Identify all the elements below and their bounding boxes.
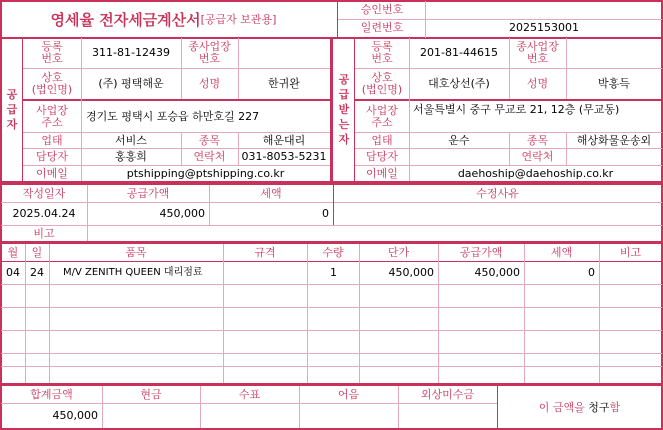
bill-label: 어음 xyxy=(337,387,360,401)
col-qty: 수량 xyxy=(322,245,344,259)
supplier-manager-label: 담당자 xyxy=(36,150,68,163)
serial-no-value: 2025153001 xyxy=(509,21,579,34)
invoice-title xyxy=(1,1,326,37)
supplier-biz-item-label: 종목 xyxy=(198,133,221,147)
supplier-side-label: 공 급 자 xyxy=(6,88,18,131)
row-month: 04 xyxy=(6,266,20,279)
buyer-name: 대호상선(주) xyxy=(428,76,490,90)
buyer-contact xyxy=(566,149,662,165)
supplier-biz-type: 서비스 xyxy=(115,133,147,147)
buyer-biz-type-label: 업태 xyxy=(371,133,393,147)
supplier-biz-item: 해운대리 xyxy=(262,133,306,147)
issue-date: 2025.04.24 xyxy=(12,207,76,220)
approval-no-label: 승인번호 xyxy=(360,3,404,16)
check-label: 수표 xyxy=(238,387,261,401)
revision-reason xyxy=(333,203,662,225)
claim-pre: 이 금액을 xyxy=(538,401,585,414)
supply-amount-total: 450,000 xyxy=(159,207,205,220)
approval-no-value xyxy=(426,1,662,19)
claim-post: 함 xyxy=(609,401,621,414)
row-supply: 450,000 xyxy=(474,266,520,279)
total-amount-label: 합계금액 xyxy=(30,387,73,401)
buyer-branch-no xyxy=(566,38,662,68)
invoice-title-main: 영세율 전자세금계산서 xyxy=(50,10,201,29)
claim-word: 청구 xyxy=(588,401,610,414)
supplier-biz-type-label: 업태 xyxy=(41,133,63,147)
row-tax: 0 xyxy=(588,266,595,279)
total-amount: 450,000 xyxy=(52,409,98,422)
supplier-ceo: 한귀완 xyxy=(268,76,300,90)
supplier-ceo-label: 성명 xyxy=(198,76,221,90)
supplier-address: 경기도 평택시 포승읍 하만호길 227 xyxy=(86,109,260,123)
buyer-side-label: 공 급 받 는 자 xyxy=(338,73,350,146)
col-note: 비고 xyxy=(619,245,642,259)
buyer-biz-item: 해상화물운송외 xyxy=(576,133,652,147)
note-label: 비고 xyxy=(33,226,55,240)
buyer-reg-no-label: 등록 번호 xyxy=(371,40,393,65)
buyer-contact-label: 연락처 xyxy=(521,150,554,163)
buyer-address: 서울특별시 중구 무교로 21, 12층 (무교동) xyxy=(413,103,620,116)
serial-no-label: 일련번호 xyxy=(360,21,404,34)
tax-amount-total: 0 xyxy=(322,207,329,220)
supplier-email: ptshipping@ptshipping.co.kr xyxy=(126,166,285,180)
supplier-reg-no-label: 등록 번호 xyxy=(41,40,63,65)
credit-amount xyxy=(398,404,497,428)
col-day: 일 xyxy=(31,245,43,259)
invoice-title-sub: [공급자 보관용] xyxy=(200,13,277,26)
buyer-branch-label: 종사업장 번호 xyxy=(516,40,559,65)
buyer-reg-no: 201-81-44615 xyxy=(420,46,498,59)
supplier-contact-label: 연락처 xyxy=(193,150,226,163)
supplier-email-label: 이메일 xyxy=(36,166,68,180)
col-supply: 공급가액 xyxy=(459,245,503,259)
row-item: M/V ZENITH QUEEN 대리점료 xyxy=(63,267,203,278)
supplier-branch-label: 종사업장 번호 xyxy=(188,40,231,65)
buyer-email: daehoship@daehoship.co.kr xyxy=(457,166,614,180)
supplier-reg-no: 311-81-12439 xyxy=(92,46,170,59)
supplier-branch-no xyxy=(238,38,330,68)
supply-amount-label: 공급가액 xyxy=(126,186,170,200)
date-label: 작성일자 xyxy=(22,186,66,200)
buyer-manager-label: 담당자 xyxy=(366,150,398,163)
col-spec: 규격 xyxy=(254,245,276,259)
supplier-name: (주) 평택해운 xyxy=(98,76,164,90)
check-amount xyxy=(200,404,299,428)
claim-statement xyxy=(497,386,662,428)
col-tax: 세액 xyxy=(550,245,573,259)
buyer-email-label: 이메일 xyxy=(366,166,398,180)
revision-reason-label: 수정사유 xyxy=(476,186,519,200)
row-spec xyxy=(223,262,307,284)
col-item: 품목 xyxy=(125,245,147,259)
supplier-contact: 031-8053-5231 xyxy=(241,150,327,163)
supplier-manager: 홍홍희 xyxy=(115,150,147,163)
supplier-name-label: 상호 (법인명) xyxy=(31,70,73,96)
col-month: 월 xyxy=(7,245,19,259)
cash-amount xyxy=(102,404,200,428)
buyer-ceo: 박홍득 xyxy=(598,76,630,90)
row-note xyxy=(599,262,662,284)
buyer-biz-item-label: 종목 xyxy=(526,133,549,147)
buyer-address-label: 사업장 주소 xyxy=(366,103,398,129)
buyer-ceo-label: 성명 xyxy=(526,76,549,90)
buyer-manager xyxy=(409,149,509,165)
buyer-biz-type: 운수 xyxy=(448,133,470,147)
credit-label: 외상미수금 xyxy=(420,387,475,401)
note-value xyxy=(87,226,662,241)
row-day: 24 xyxy=(30,266,44,279)
cash-label: 현금 xyxy=(140,387,162,401)
col-price: 단가 xyxy=(387,245,410,259)
supplier-address-label: 사업장 주소 xyxy=(36,103,68,129)
bill-amount xyxy=(299,404,398,428)
tax-amount-label: 세액 xyxy=(260,186,282,200)
row-qty: 1 xyxy=(330,266,337,279)
row-price: 450,000 xyxy=(388,266,434,279)
buyer-name-label: 상호 (법인명) xyxy=(361,70,403,96)
